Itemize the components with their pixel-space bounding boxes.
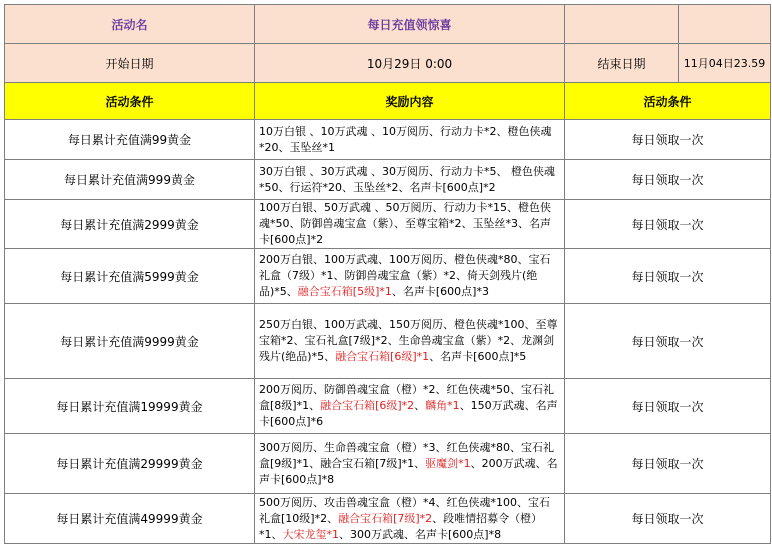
condition-cell: 每日累计充值满2999黄金	[5, 200, 255, 249]
reward-text: 、150万武魂、名声卡[600点]*6	[259, 399, 558, 428]
reward-cell	[255, 434, 565, 494]
claim-cell: 每日领取一次	[565, 120, 771, 160]
reward-highlight: 大宋龙玺*1	[282, 527, 339, 541]
table-row	[5, 249, 771, 304]
condition-cell: 每日累计充值满49999黄金	[5, 494, 255, 544]
event-name-value: 每日充值领惊喜	[255, 5, 565, 44]
reward-cell	[255, 160, 565, 200]
reward-cell	[255, 494, 565, 544]
start-date-value: 10月29日 0:00	[255, 44, 565, 83]
reward-text: 、	[414, 399, 426, 412]
claim-cell: 每日领取一次	[565, 494, 771, 544]
condition-cell: 每日累计充值满99黄金	[5, 120, 255, 160]
reward-text: 、300万武魂、名声卡[600点]*8	[339, 527, 502, 541]
table-row	[5, 200, 771, 249]
reward-cell	[255, 200, 565, 249]
condition-cell: 每日累计充值满999黄金	[5, 160, 255, 200]
reward-text: 、200万武魂、名声卡[600点]*8	[259, 456, 558, 486]
reward-text: 、段唯情招募令（橙）*1、	[259, 511, 543, 541]
table-row	[5, 304, 771, 379]
reward-highlight: 麟角*1	[425, 399, 460, 412]
claim-cell: 每日领取一次	[565, 434, 771, 494]
event-date-row	[5, 44, 771, 83]
reward-highlight: 融合宝石箱[5级]*1	[297, 285, 392, 298]
table-row	[5, 120, 771, 160]
condition-cell: 每日累计充值满5999黄金	[5, 249, 255, 304]
empty-cell	[565, 5, 679, 44]
reward-text: 200万白银、100万武魂、100万阅历、橙色侠魂*80、宝石礼盒（7级）*1、防御兽魂宝盒（紫）*2、倚天剑残片(绝品)*5、	[259, 253, 551, 298]
condition-cell: 每日累计充值满29999黄金	[5, 434, 255, 494]
reward-text: 、名声卡[600点]*5	[429, 350, 527, 363]
reward-text: 500万阅历、攻击兽魂宝盒（橙）*4、红色侠魂*100、宝石礼盒[10级]*2、	[259, 495, 550, 525]
claim-cell: 每日领取一次	[565, 200, 771, 249]
reward-cell	[255, 379, 565, 434]
end-date-value: 11月04日23.59	[679, 44, 771, 83]
column-header-claim: 活动条件	[565, 83, 771, 120]
table-row	[5, 434, 771, 494]
claim-cell: 每日领取一次	[565, 379, 771, 434]
end-date-label: 结束日期	[565, 44, 679, 83]
empty-cell	[679, 5, 771, 44]
reward-highlight: 融合宝石箱[6级]*2	[320, 399, 415, 412]
condition-cell: 每日累计充值满19999黄金	[5, 379, 255, 434]
event-table	[4, 4, 771, 544]
reward-highlight: 驱魔剑*1	[425, 456, 471, 470]
reward-cell	[255, 120, 565, 160]
column-header-condition: 活动条件	[5, 83, 255, 120]
reward-cell	[255, 304, 565, 379]
column-header-reward: 奖励内容	[255, 83, 565, 120]
condition-cell: 每日累计充值满9999黄金	[5, 304, 255, 379]
reward-text: 250万白银、100万武魂、150万阅历、橙色侠魂*100、至尊宝箱*2、宝石礼盒[7级]*2、生命兽魂宝盒（紫）*2、龙渊剑残片(绝品)*5、	[259, 318, 558, 363]
reward-text: 300万阅历、生命兽魂宝盒（橙）*3、红色侠魂*80、宝石礼盒[9级]*1、融合宝石箱[7级]*1、	[259, 440, 554, 470]
start-date-label: 开始日期	[5, 44, 255, 83]
reward-text: 100万白银、50万武魂 、50万阅历、行动力卡*15、橙色侠魂*50、防御兽魂宝盒（紫）、至尊宝箱*2、玉坠丝*3、名声卡[600点]*2	[259, 201, 551, 246]
reward-text: 10万白银 、10万武魂 、10万阅历、行动力卡*2、橙色侠魂*20、玉坠丝*1	[259, 124, 552, 154]
reward-rows	[5, 120, 771, 544]
reward-text: 200万阅历、防御兽魂宝盒（橙）*2、红色侠魂*50、宝石礼盒[8级]*1、	[259, 383, 554, 412]
event-name-label: 活动名	[5, 5, 255, 44]
reward-text: 、名声卡[600点]*3	[391, 285, 489, 298]
table-row	[5, 379, 771, 434]
table-row	[5, 160, 771, 200]
reward-highlight: 融合宝石箱[7级]*2	[338, 511, 433, 525]
column-header-row	[5, 83, 771, 120]
claim-cell: 每日领取一次	[565, 160, 771, 200]
claim-cell: 每日领取一次	[565, 304, 771, 379]
reward-text: 30万白银 、30万武魂 、30万阅历、行动力卡*5、 橙色侠魂*50、行运符*20、玉坠丝*2、名声卡[600点]*2	[259, 164, 555, 194]
event-name-row	[5, 5, 771, 44]
table-row	[5, 494, 771, 544]
claim-cell: 每日领取一次	[565, 249, 771, 304]
reward-highlight: 融合宝石箱[6级]*1	[335, 350, 430, 363]
reward-cell	[255, 249, 565, 304]
